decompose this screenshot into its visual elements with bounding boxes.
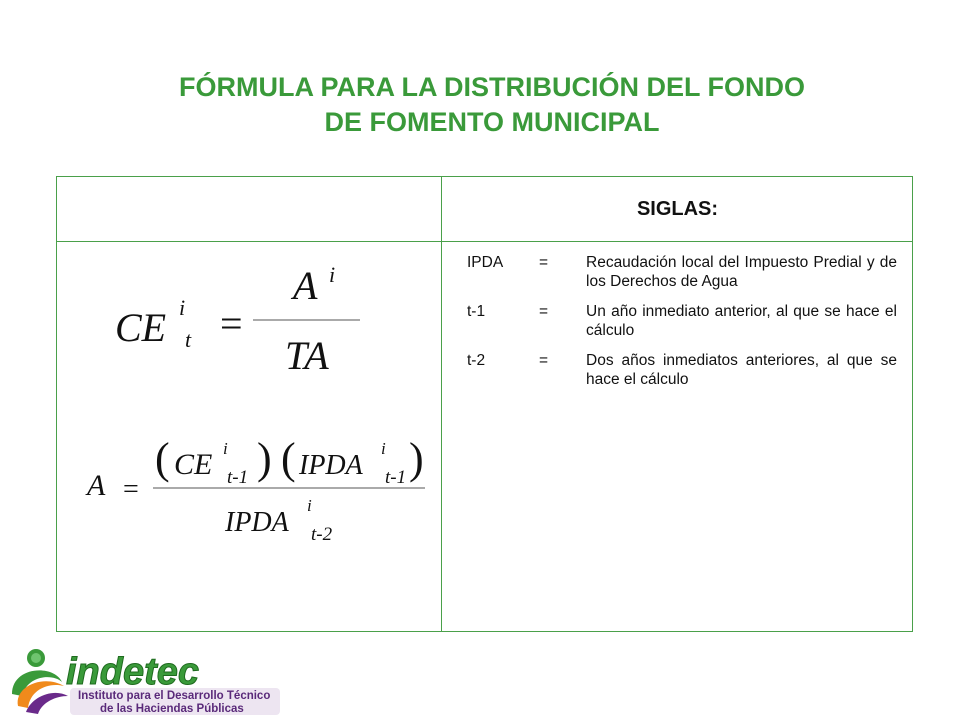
f1-den: TA	[285, 333, 329, 378]
f2-ipda: IPDA	[299, 450, 363, 481]
indetec-logo	[4, 646, 284, 716]
logo-svg	[4, 646, 284, 716]
f2-lhs: A	[87, 469, 106, 502]
f2-den: IPDA	[225, 507, 289, 538]
logo-swirl-icon	[12, 649, 68, 714]
sigla-term: IPDA	[467, 254, 504, 271]
siglas-header: SIGLAS:	[636, 197, 719, 220]
sigla-description: Recaudación local del Impuesto Predial y de los Derechos de Agua	[586, 254, 897, 290]
sigla-description: Dos años inmediatos anteriores, al que se hace el cálculo	[586, 352, 897, 388]
f1-lhs-sub: t	[185, 327, 192, 352]
f2-equals: =	[123, 474, 139, 505]
sigla-term: t-2	[467, 352, 486, 369]
siglas-list	[467, 253, 897, 400]
f2-open-paren-2: (	[281, 434, 296, 483]
sigla-description: Un año inmediato anterior, al que se hace el cálculo	[586, 303, 897, 339]
formulas-panel	[57, 241, 441, 631]
title-line-2: DE FOMENTO MUNICIPAL	[324, 107, 660, 137]
column-divider	[441, 177, 442, 631]
f2-den-sup: i	[307, 496, 312, 515]
title-line-1: FÓRMULA PARA LA DISTRIBUCIÓN DEL FONDO	[179, 72, 805, 102]
f2-ce-sub: t-1	[227, 467, 249, 488]
sigla-item-t1	[467, 302, 897, 340]
f2-ce: CE	[174, 448, 213, 481]
logo-caption-line-2: de las Haciendas Públicas	[100, 703, 244, 715]
logo-caption-line-1: Instituto para el Desarrollo Técnico	[78, 690, 271, 702]
f2-ipda-sub: t-1	[385, 467, 407, 488]
sigla-item-ipda	[467, 253, 897, 291]
f2-close-paren-2: )	[409, 434, 424, 483]
formula-1	[115, 262, 360, 378]
sigla-equals: =	[539, 254, 549, 271]
sigla-equals: =	[539, 352, 549, 369]
f1-equals: =	[220, 301, 243, 346]
logo-wordmark: indetec	[66, 651, 200, 693]
formula-table	[56, 176, 913, 632]
formula-2	[85, 434, 425, 545]
f2-ipda-sup: i	[381, 439, 386, 458]
f2-ce-sup: i	[223, 439, 228, 458]
f2-open-paren-1: (	[155, 434, 170, 483]
f1-lhs: CE	[115, 305, 167, 350]
f1-lhs-sup: i	[179, 295, 186, 320]
page-title	[0, 70, 960, 140]
f2-den-sub: t-2	[311, 524, 333, 545]
sigla-item-t2	[467, 351, 897, 389]
f1-num: A	[293, 263, 318, 308]
sigla-term: t-1	[467, 303, 486, 320]
f1-num-sup: i	[329, 262, 336, 287]
formulas-svg	[57, 241, 441, 631]
sigla-equals: =	[539, 303, 549, 320]
f2-close-paren-1: )	[257, 434, 272, 483]
